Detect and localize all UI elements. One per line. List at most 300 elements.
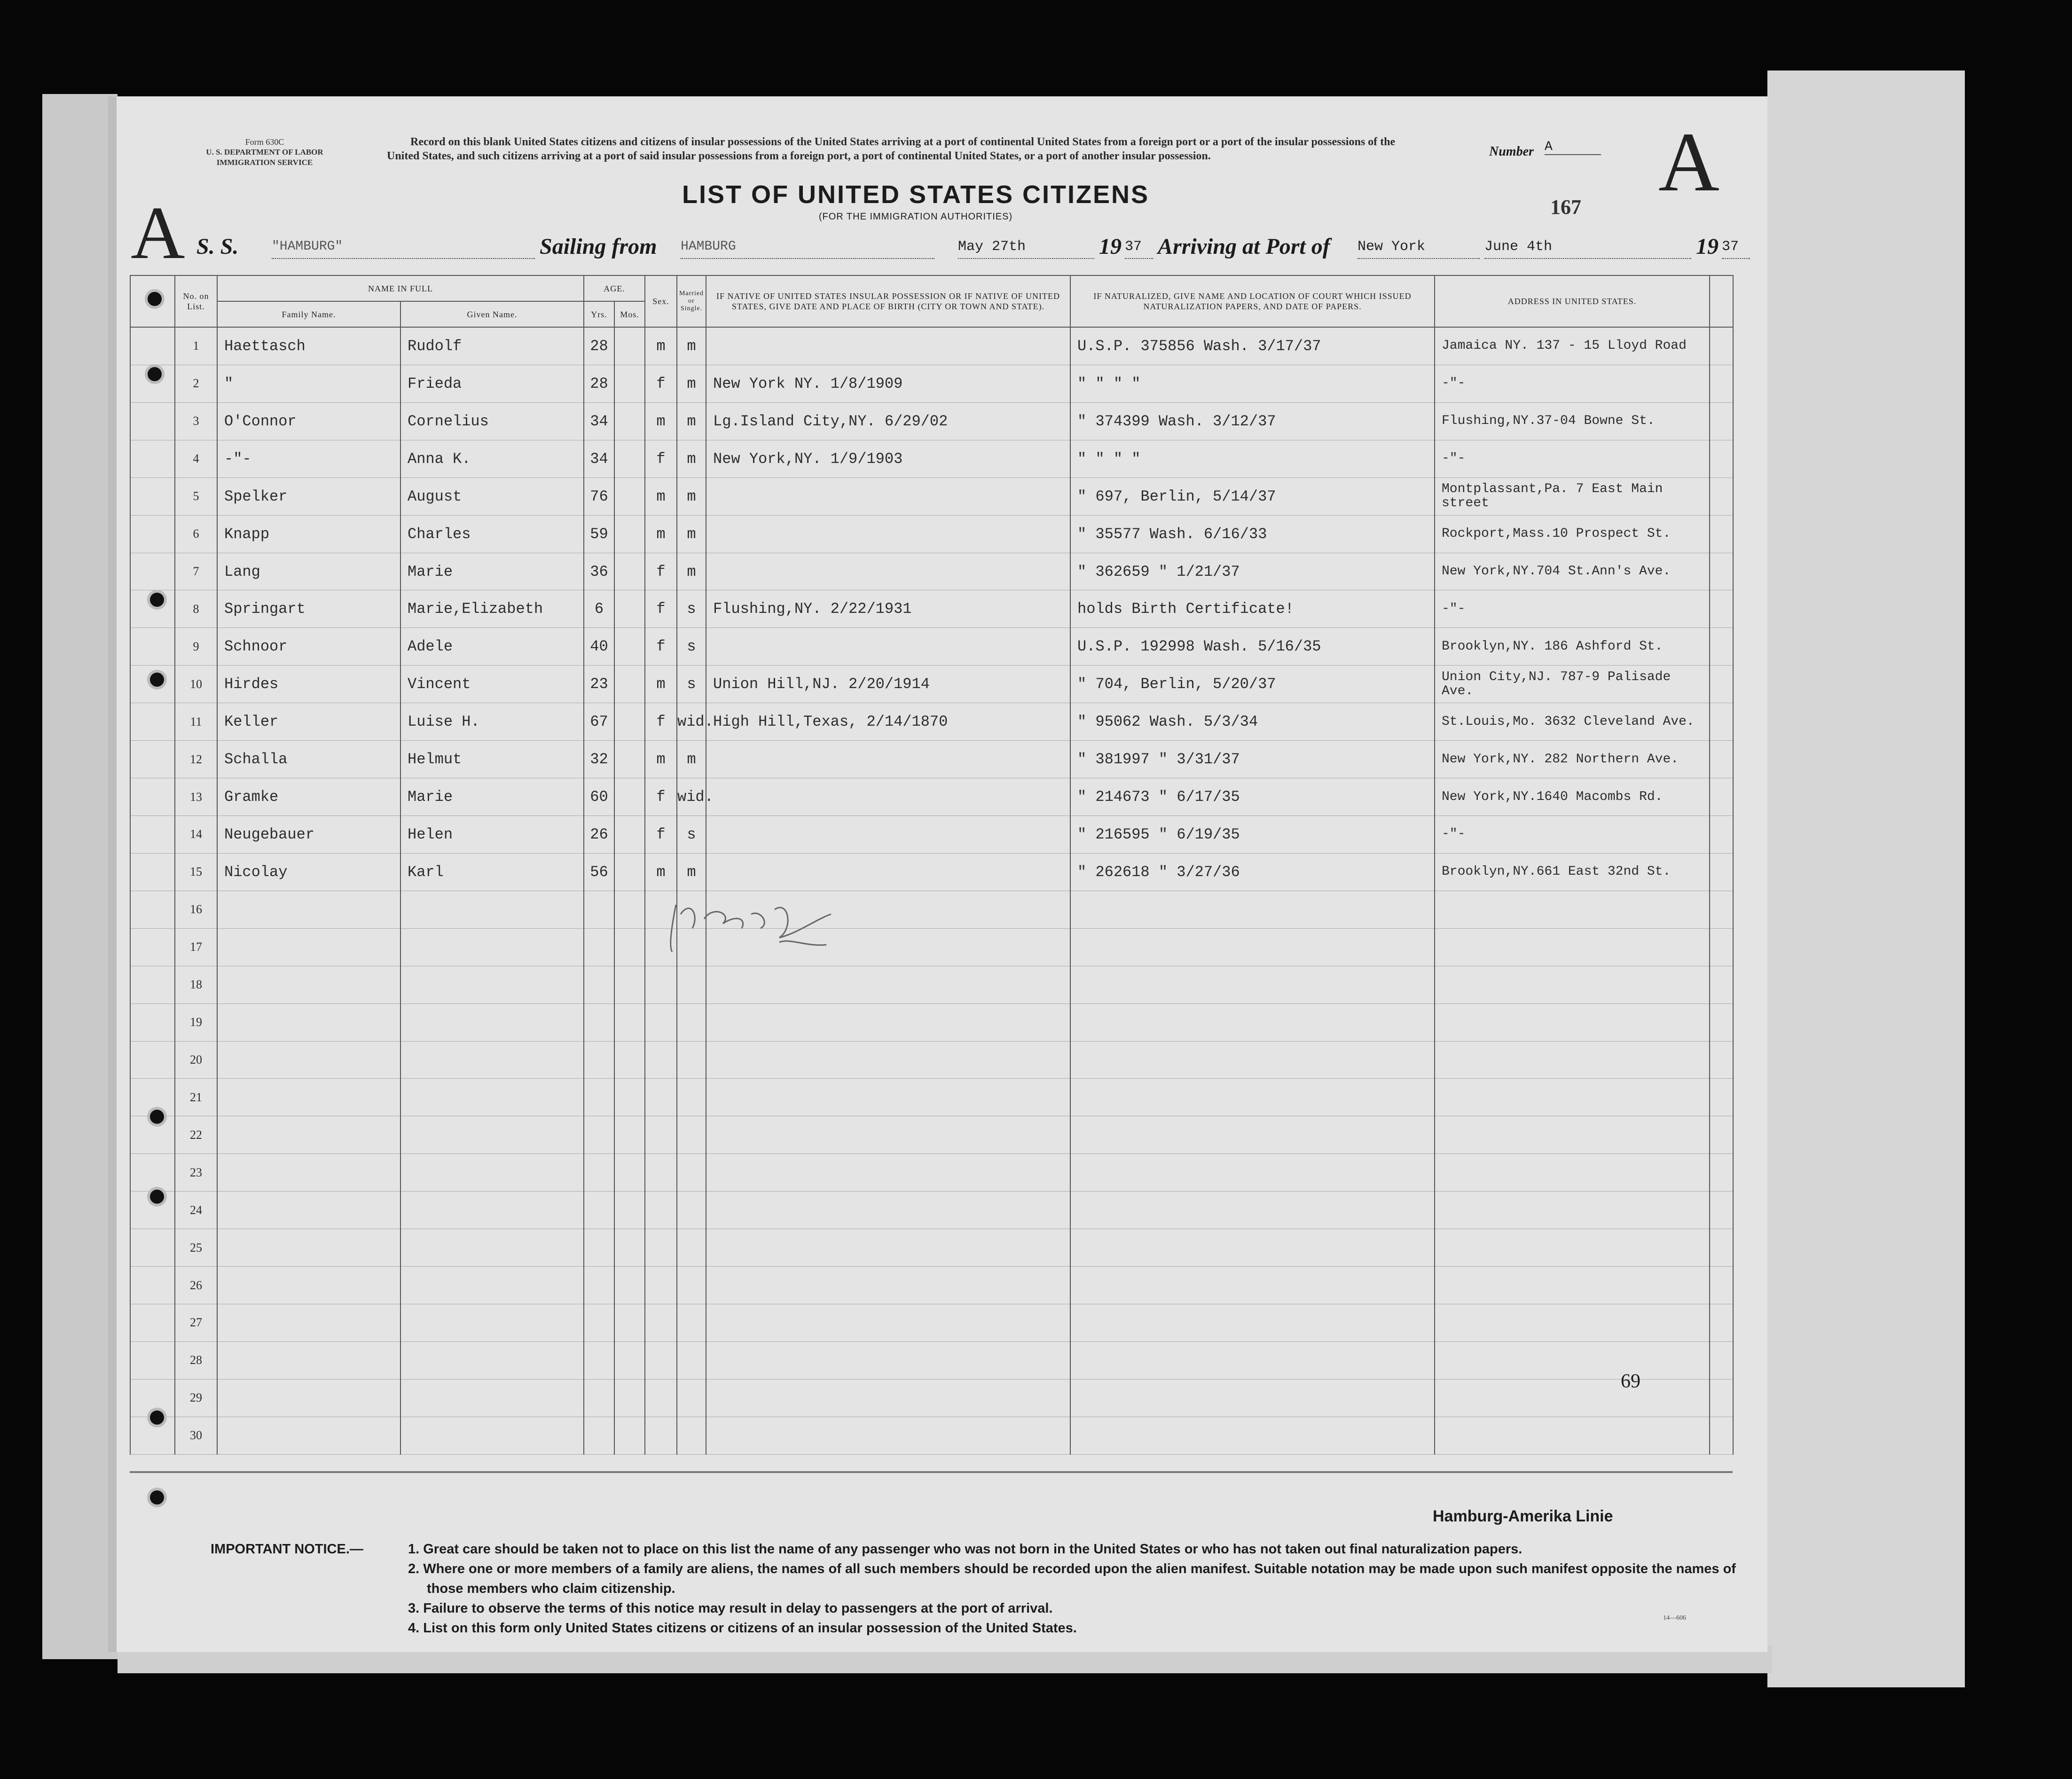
table-row [130, 1116, 1733, 1154]
row-number-cell: 3 [175, 402, 217, 440]
naturalization-info-cell [1070, 1229, 1435, 1267]
margin-cell [1710, 515, 1733, 553]
margin-cell [1710, 816, 1733, 854]
age-months-cell [614, 928, 645, 966]
sex-cell: f [645, 778, 677, 816]
age-years-cell [584, 1229, 614, 1267]
birth-info-cell [706, 1041, 1070, 1079]
naturalization-info-cell [1070, 1191, 1435, 1229]
birth-info-cell [706, 741, 1070, 778]
service-name: IMMIGRATION SERVICE [216, 158, 313, 167]
row-number-cell: 30 [175, 1417, 217, 1454]
given-name-cell: Charles [400, 515, 584, 553]
family-name-cell: Spelker [217, 478, 400, 515]
given-name-cell: Marie [400, 778, 584, 816]
given-name-cell: Karl [400, 853, 584, 891]
sex-cell [645, 1041, 677, 1079]
given-name-cell [400, 1417, 584, 1454]
naturalization-info-cell: " 704, Berlin, 5/20/37 [1070, 666, 1435, 703]
sex-cell: m [645, 666, 677, 703]
family-name-cell: Haettasch [217, 327, 400, 365]
given-name-cell: Frieda [400, 365, 584, 402]
row-number-cell: 27 [175, 1304, 217, 1342]
family-name-cell: Nicolay [217, 853, 400, 891]
departure-year-prefix: 19 [1099, 234, 1122, 259]
naturalization-info-cell: " 95062 Wash. 5/3/34 [1070, 703, 1435, 741]
table-row [130, 1379, 1733, 1417]
row-number-cell: 24 [175, 1191, 217, 1229]
birth-info-cell [706, 1116, 1070, 1154]
punch-hole [147, 590, 167, 610]
punch-hole [147, 670, 167, 690]
table-row [130, 327, 1733, 365]
sex-cell [645, 1341, 677, 1379]
hole-cell [130, 891, 175, 928]
age-years-cell: 60 [584, 778, 614, 816]
shipping-line-name: Hamburg-Amerika Linie [1433, 1507, 1613, 1525]
sex-cell: f [645, 553, 677, 590]
margin-cell [1710, 891, 1733, 928]
notice-item-3: 3. Failure to observe the terms of this notice may result in delay to passengers at the port of arrival. [408, 1601, 1053, 1616]
age-months-cell [614, 1041, 645, 1079]
page-number: 69 [1621, 1371, 1640, 1392]
marital-status-cell: m [677, 478, 706, 515]
age-years-cell [584, 891, 614, 928]
birth-info-cell [706, 1417, 1070, 1454]
sex-cell [645, 1079, 677, 1116]
hole-cell [130, 628, 175, 666]
age-months-cell [614, 666, 645, 703]
family-name-cell: " [217, 365, 400, 402]
naturalization-info-cell [1070, 891, 1435, 928]
table-row [130, 1267, 1733, 1304]
marital-status-cell: s [677, 666, 706, 703]
row-number-cell: 2 [175, 365, 217, 402]
birth-info-cell [706, 853, 1070, 891]
table-row [130, 590, 1733, 628]
age-years-cell [584, 1079, 614, 1116]
margin-cell [1710, 365, 1733, 402]
naturalization-info-cell: " 35577 Wash. 6/16/33 [1070, 515, 1435, 553]
margin-cell [1710, 628, 1733, 666]
age-months-cell [614, 402, 645, 440]
address-cell: Montplassant,Pa. 7 East Main street [1435, 478, 1710, 515]
age-months-cell [614, 327, 645, 365]
address-cell [1435, 1191, 1710, 1229]
manifest-page [108, 96, 1767, 1652]
birth-info-cell [706, 1304, 1070, 1342]
age-years-cell: 28 [584, 327, 614, 365]
address-cell [1435, 1154, 1710, 1191]
age-years-cell: 56 [584, 853, 614, 891]
age-months-cell [614, 515, 645, 553]
sex-cell [645, 966, 677, 1003]
hole-cell [130, 966, 175, 1003]
marital-status-cell: m [677, 741, 706, 778]
given-name-cell [400, 1154, 584, 1191]
age-years-cell: 34 [584, 440, 614, 478]
naturalization-info-cell: U.S.P. 375856 Wash. 3/17/37 [1070, 327, 1435, 365]
hole-cell [130, 1003, 175, 1041]
address-cell: -"- [1435, 440, 1710, 478]
age-years-cell [584, 1154, 614, 1191]
margin-cell [1710, 966, 1733, 1003]
arrival-year-prefix: 19 [1696, 234, 1719, 259]
marital-status-cell [677, 1191, 706, 1229]
family-name-cell [217, 1116, 400, 1154]
margin-cell [1710, 1267, 1733, 1304]
hole-cell [130, 478, 175, 515]
hole-cell [130, 703, 175, 741]
address-cell [1435, 1417, 1710, 1454]
sex-cell: m [645, 741, 677, 778]
margin-cell [1710, 778, 1733, 816]
naturalization-info-cell [1070, 1379, 1435, 1417]
age-years-cell [584, 1191, 614, 1229]
table-row [130, 515, 1733, 553]
departure-year: 37 [1125, 235, 1153, 259]
punch-hole [147, 1488, 167, 1507]
page-title: LIST OF UNITED STATES CITIZENS [682, 180, 1149, 209]
family-name-cell [217, 1304, 400, 1342]
family-name-cell [217, 891, 400, 928]
birth-info-cell [706, 478, 1070, 515]
col-family-name: Family Name. [217, 301, 400, 327]
margin-cell [1710, 853, 1733, 891]
naturalization-info-cell [1070, 1341, 1435, 1379]
marital-status-cell: wid. [677, 778, 706, 816]
age-months-cell [614, 1116, 645, 1154]
given-name-cell [400, 1079, 584, 1116]
marital-status-cell [677, 1304, 706, 1342]
naturalization-info-cell: U.S.P. 192998 Wash. 5/16/35 [1070, 628, 1435, 666]
marital-status-cell [677, 1116, 706, 1154]
row-number-cell: 29 [175, 1379, 217, 1417]
given-name-cell: Cornelius [400, 402, 584, 440]
naturalization-info-cell [1070, 966, 1435, 1003]
age-months-cell [614, 365, 645, 402]
family-name-cell: Neugebauer [217, 816, 400, 854]
family-name-cell: Schnoor [217, 628, 400, 666]
marital-status-cell: m [677, 327, 706, 365]
family-name-cell [217, 1417, 400, 1454]
age-months-cell [614, 1003, 645, 1041]
number-value: A [1545, 140, 1601, 155]
footer-code: 14—606 [1663, 1614, 1686, 1622]
margin-cell [1710, 928, 1733, 966]
given-name-cell [400, 928, 584, 966]
table-row [130, 478, 1733, 515]
page-subtitle: (FOR THE IMMIGRATION AUTHORITIES) [818, 212, 1013, 222]
col-yrs: Yrs. [584, 301, 614, 327]
hole-cell [130, 1304, 175, 1342]
birth-info-cell [706, 1379, 1070, 1417]
bottom-rule [130, 1471, 1733, 1473]
margin-cell [1710, 1041, 1733, 1079]
family-name-cell [217, 1191, 400, 1229]
record-instructions: Record on this blank United States citizens and citizens of insular possessions of the United States arriving at a port of continental United States from a foreign port or a port of the insular possessions of the United States, and such citizens arriving at a port of said insular possessions from a foreign port, a port of continental United States, or a port of another insular possession. [387, 136, 1396, 162]
margin-cell [1710, 1116, 1733, 1154]
age-years-cell: 76 [584, 478, 614, 515]
given-name-cell [400, 1191, 584, 1229]
given-name-cell [400, 1229, 584, 1267]
age-months-cell [614, 1341, 645, 1379]
margin-cell [1710, 553, 1733, 590]
birth-info-cell [706, 553, 1070, 590]
margin-cell [1710, 1304, 1733, 1342]
birth-info-cell: Union Hill,NJ. 2/20/1914 [706, 666, 1070, 703]
col-given-name: Given Name. [400, 301, 584, 327]
marital-status-cell [677, 1267, 706, 1304]
margin-cell [1710, 1191, 1733, 1229]
arrival-year: 37 [1722, 235, 1750, 259]
col-sex: Sex. [645, 275, 677, 327]
marital-status-cell: wid. [677, 703, 706, 741]
sex-cell: m [645, 478, 677, 515]
age-months-cell [614, 891, 645, 928]
address-cell [1435, 1003, 1710, 1041]
birth-info-cell [706, 327, 1070, 365]
sex-cell: f [645, 590, 677, 628]
family-name-cell [217, 1079, 400, 1116]
naturalization-info-cell: " " " " [1070, 365, 1435, 402]
naturalization-info-cell: " 216595 " 6/19/35 [1070, 816, 1435, 854]
address-cell: St.Louis,Mo. 3632 Cleveland Ave. [1435, 703, 1710, 741]
given-name-cell: Helen [400, 816, 584, 854]
hole-cell [130, 778, 175, 816]
table-row [130, 853, 1733, 891]
row-number-cell: 1 [175, 327, 217, 365]
given-name-cell: Helmut [400, 741, 584, 778]
age-months-cell [614, 1079, 645, 1116]
address-cell: New York,NY. 282 Northern Ave. [1435, 741, 1710, 778]
table-row [130, 1154, 1733, 1191]
marital-status-cell [677, 1379, 706, 1417]
marital-status-cell: s [677, 628, 706, 666]
naturalization-info-cell: " 374399 Wash. 3/12/37 [1070, 402, 1435, 440]
age-months-cell [614, 628, 645, 666]
marital-status-cell: m [677, 853, 706, 891]
row-number-cell: 14 [175, 816, 217, 854]
passenger-table [130, 275, 1734, 1455]
table-row [130, 816, 1733, 854]
age-months-cell [614, 741, 645, 778]
hole-cell [130, 1341, 175, 1379]
family-name-cell [217, 1267, 400, 1304]
form-number: Form 630C [245, 137, 284, 147]
age-months-cell [614, 440, 645, 478]
sailing-from-label: Sailing from [540, 234, 657, 259]
birth-info-cell: High Hill,Texas, 2/14/1870 [706, 703, 1070, 741]
table-row [130, 1191, 1733, 1229]
row-number-cell: 13 [175, 778, 217, 816]
age-months-cell [614, 478, 645, 515]
notice-label: IMPORTANT NOTICE.— [211, 1542, 363, 1557]
sex-cell [645, 1267, 677, 1304]
address-cell [1435, 1229, 1710, 1267]
naturalization-info-cell: " 697, Berlin, 5/14/37 [1070, 478, 1435, 515]
row-number-cell: 11 [175, 703, 217, 741]
age-years-cell: 67 [584, 703, 614, 741]
address-cell: Brooklyn,NY. 186 Ashford St. [1435, 628, 1710, 666]
hole-cell [130, 515, 175, 553]
sex-cell [645, 1379, 677, 1417]
birth-info-cell: New York NY. 1/8/1909 [706, 365, 1070, 402]
given-name-cell: Vincent [400, 666, 584, 703]
row-number-cell: 4 [175, 440, 217, 478]
margin-column-header [1710, 275, 1733, 327]
address-cell [1435, 1116, 1710, 1154]
notice-item-2: 2. Where one or more members of a family are aliens, the names of all such members should be recorded upon the alien manifest. Suitable notation may be made upon such manifest opposite the names of those members who claim citizenship. [408, 1561, 1736, 1596]
marital-status-cell: m [677, 515, 706, 553]
marital-status-cell: s [677, 816, 706, 854]
ship-name: "HAMBURG" [272, 235, 535, 259]
naturalization-info-cell: " " " " [1070, 440, 1435, 478]
sex-cell [645, 1116, 677, 1154]
hole-cell [130, 1041, 175, 1079]
age-months-cell [614, 590, 645, 628]
age-years-cell [584, 1341, 614, 1379]
row-number-cell: 7 [175, 553, 217, 590]
hole-cell [130, 928, 175, 966]
row-number-cell: 6 [175, 515, 217, 553]
age-years-cell [584, 1379, 614, 1417]
age-months-cell [614, 1154, 645, 1191]
table-row [130, 1304, 1733, 1342]
naturalization-info-cell [1070, 1304, 1435, 1342]
family-name-cell [217, 1341, 400, 1379]
marital-status-cell [677, 1079, 706, 1116]
age-years-cell: 26 [584, 816, 614, 854]
notice-item-4: 4. List on this form only United States citizens or citizens of an insular possession of the United States. [408, 1621, 1077, 1636]
address-cell: -"- [1435, 365, 1710, 402]
age-years-cell: 6 [584, 590, 614, 628]
family-name-cell: Gramke [217, 778, 400, 816]
row-number-cell: 17 [175, 928, 217, 966]
address-cell: Rockport,Mass.10 Prospect St. [1435, 515, 1710, 553]
row-number-cell: 16 [175, 891, 217, 928]
given-name-cell: August [400, 478, 584, 515]
family-name-cell: Knapp [217, 515, 400, 553]
number-label: Number [1489, 144, 1534, 159]
table-row [130, 666, 1733, 703]
birth-info-cell: Lg.Island City,NY. 6/29/02 [706, 402, 1070, 440]
birth-info-cell [706, 1003, 1070, 1041]
sex-cell: m [645, 327, 677, 365]
hole-cell [130, 816, 175, 854]
sex-cell: f [645, 440, 677, 478]
big-letter-left: A [131, 191, 185, 274]
age-months-cell [614, 1379, 645, 1417]
table-row [130, 1229, 1733, 1267]
departure-date: May 27th [958, 235, 1094, 259]
row-number-cell: 9 [175, 628, 217, 666]
col-naturalized: IF NATURALIZED, GIVE NAME AND LOCATION OF COURT WHICH ISSUED NATURALIZATION PAPERS, AND DATE OF PAPERS. [1070, 275, 1435, 327]
address-cell [1435, 891, 1710, 928]
birth-info-cell: New York,NY. 1/9/1903 [706, 440, 1070, 478]
address-cell [1435, 928, 1710, 966]
birth-info-cell [706, 628, 1070, 666]
margin-cell [1710, 1003, 1733, 1041]
table-row [130, 928, 1733, 966]
department-name: U. S. DEPARTMENT OF LABOR [206, 148, 323, 157]
naturalization-info-cell [1070, 1267, 1435, 1304]
marital-status-cell: m [677, 553, 706, 590]
margin-cell [1710, 1417, 1733, 1454]
row-number-cell: 21 [175, 1079, 217, 1116]
margin-cell [1710, 402, 1733, 440]
table-row [130, 1003, 1733, 1041]
given-name-cell [400, 1341, 584, 1379]
margin-cell [1710, 327, 1733, 365]
row-number-cell: 12 [175, 741, 217, 778]
given-name-cell: Luise H. [400, 703, 584, 741]
family-name-cell: -"- [217, 440, 400, 478]
address-cell: Flushing,NY.37-04 Bowne St. [1435, 402, 1710, 440]
age-months-cell [614, 1267, 645, 1304]
given-name-cell: Marie,Elizabeth [400, 590, 584, 628]
marital-status-cell [677, 966, 706, 1003]
age-years-cell [584, 1417, 614, 1454]
table-row [130, 553, 1733, 590]
punch-hole [145, 289, 165, 309]
row-number-cell: 5 [175, 478, 217, 515]
address-cell [1435, 1341, 1710, 1379]
age-months-cell [614, 553, 645, 590]
naturalization-info-cell [1070, 1003, 1435, 1041]
birth-info-cell [706, 1191, 1070, 1229]
given-name-cell: Adele [400, 628, 584, 666]
backing-sheet-right [1767, 71, 1965, 1687]
row-number-cell: 20 [175, 1041, 217, 1079]
marital-status-cell: m [677, 402, 706, 440]
naturalization-info-cell [1070, 1079, 1435, 1116]
address-cell: Jamaica NY. 137 - 15 Lloyd Road [1435, 327, 1710, 365]
address-cell: New York,NY.704 St.Ann's Ave. [1435, 553, 1710, 590]
family-name-cell: Springart [217, 590, 400, 628]
margin-cell [1710, 1154, 1733, 1191]
age-years-cell: 40 [584, 628, 614, 666]
form-header-block [154, 137, 375, 168]
important-notice [211, 1539, 1762, 1638]
row-number-cell: 28 [175, 1341, 217, 1379]
marital-status-cell [677, 1041, 706, 1079]
birth-info-cell [706, 1079, 1070, 1116]
naturalization-info-cell: " 362659 " 1/21/37 [1070, 553, 1435, 590]
col-name-in-full: NAME IN FULL [217, 275, 584, 301]
age-years-cell [584, 1304, 614, 1342]
age-months-cell [614, 778, 645, 816]
family-name-cell: Keller [217, 703, 400, 741]
table-row [130, 703, 1733, 741]
naturalization-info-cell: " 262618 " 3/27/36 [1070, 853, 1435, 891]
address-cell: Brooklyn,NY.661 East 32nd St. [1435, 853, 1710, 891]
naturalization-info-cell [1070, 1417, 1435, 1454]
family-name-cell: Lang [217, 553, 400, 590]
row-number-cell: 15 [175, 853, 217, 891]
table-row [130, 741, 1733, 778]
birth-info-cell [706, 1267, 1070, 1304]
marital-status-cell: s [677, 590, 706, 628]
given-name-cell [400, 891, 584, 928]
sex-cell: m [645, 402, 677, 440]
col-address: ADDRESS IN UNITED STATES. [1435, 275, 1710, 327]
given-name-cell [400, 1003, 584, 1041]
naturalization-info-cell: " 214673 " 6/17/35 [1070, 778, 1435, 816]
given-name-cell [400, 1116, 584, 1154]
given-name-cell [400, 1379, 584, 1417]
arrival-date: June 4th [1484, 235, 1691, 259]
